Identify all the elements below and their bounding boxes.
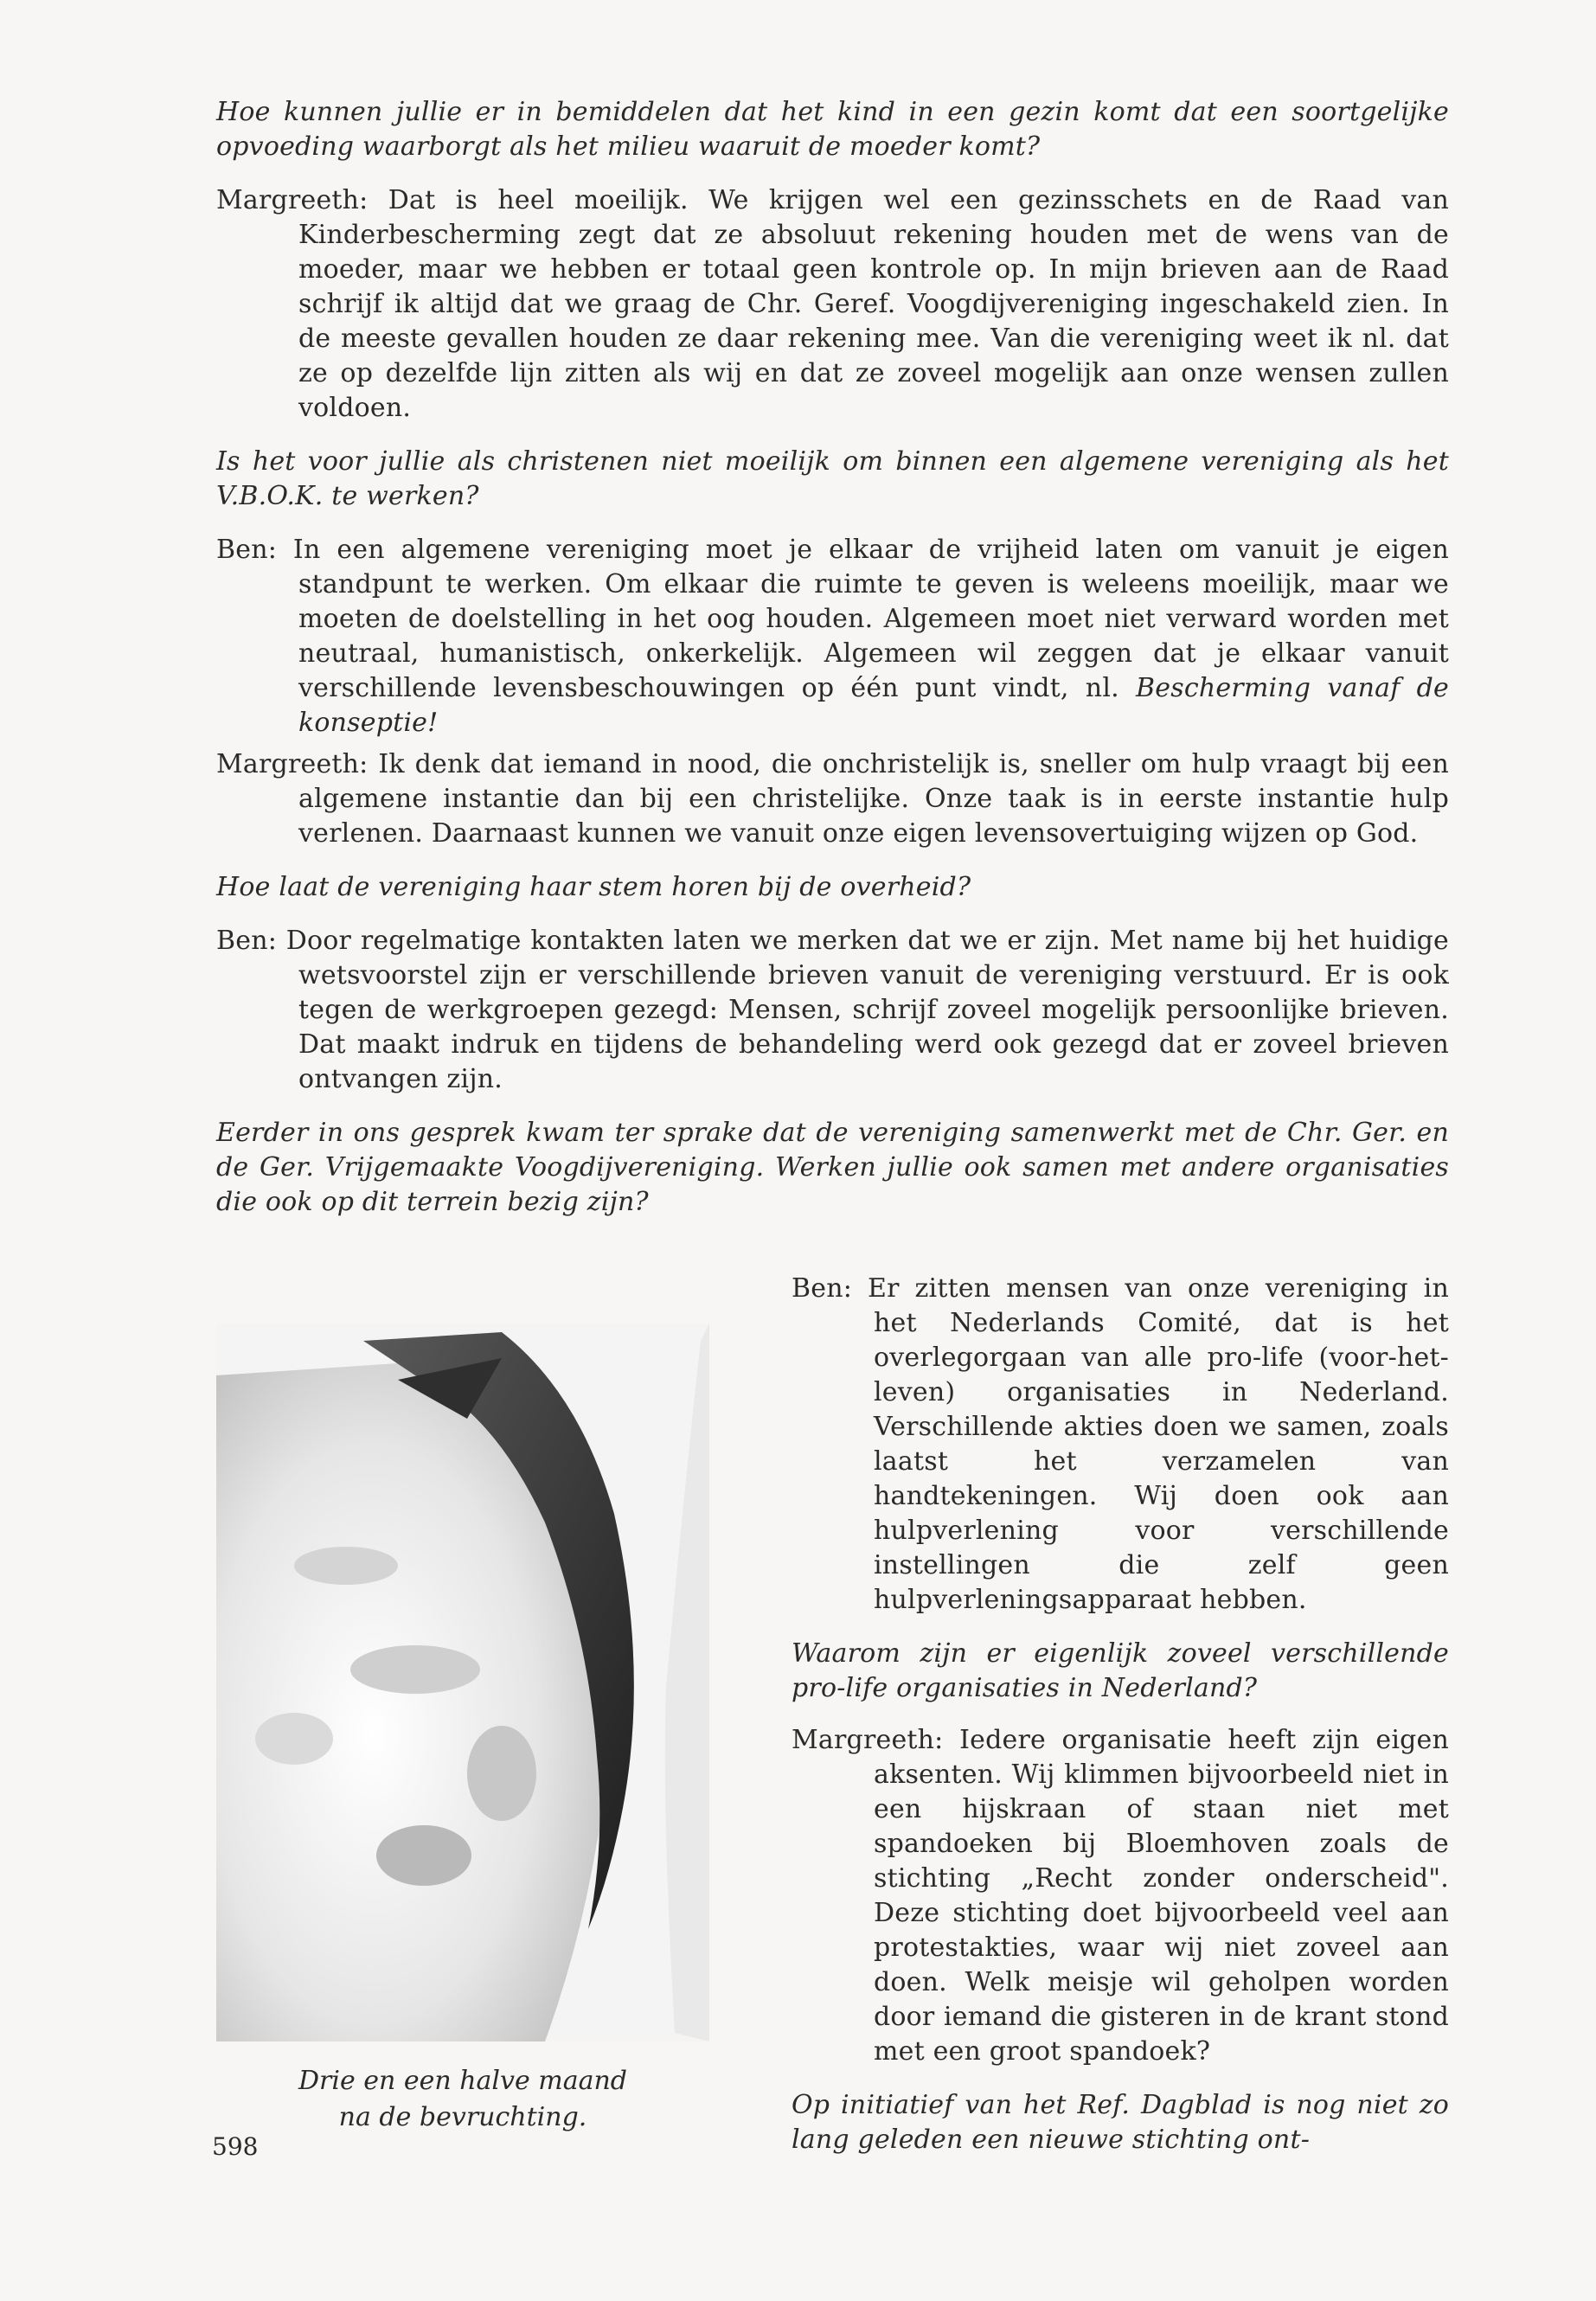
question-3: Hoe laat de vereniging haar stem horen bij de overheid? — [216, 872, 971, 902]
caption-line-1: Drie en een halve maand — [298, 2066, 628, 2096]
answer-2 — [216, 533, 1449, 740]
question-2: Is het voor jullie als christenen niet moeilijk om binnen een algemene vereniging als het V.B.O.K. te werken? — [216, 446, 1449, 511]
answer-3 — [216, 747, 1449, 851]
speaker: Margreeth: — [792, 1725, 944, 1755]
answer-text: Dat is heel moeilijk. We krijgen wel een gezinsschets en de Raad van Kinderbescherming zegt dat ze absoluut rekening houden met de wens van de moeder, maar we hebben er totaal geen kontrole op. In mijn brieven aan de Raad schrijf ik altijd dat we graag de Chr. Geref. Voogdijvereniging ingeschakeld zien. In de meeste gevallen houden ze daar rekening mee. Van die vereniging weet ik nl. dat ze op dezelfde lijn zitten als wij en dat ze zoveel mogelijk aan onze wensen zullen voldoen. — [298, 185, 1449, 423]
answer-text: Er zitten mensen van onze vereniging in het Nederlands Comité, dat is het overlegorgaan van alle pro-life (voor-het-leven) organisaties in Nederland. Verschillende akties doen we samen, zoals laatst het verzamelen van handtekeningen. Wij doen ook aan hulpverlening voor verschillende instellingen die zelf geen hulpverleningsapparaat hebben. — [867, 1273, 1449, 1615]
answer-6 — [792, 1723, 1449, 2069]
answer-4 — [216, 924, 1449, 1097]
speaker: Ben: — [216, 926, 278, 956]
answer-text: Ik denk dat iemand in nood, die onchristelijk is, sneller om hulp vraagt bij een algemene instantie dan bij een christelijke. Onze taak is in eerste instantie hulp verlenen. Daarnaast kunnen we vanuit onze eigen levensovertuiging wijzen op God. — [298, 749, 1449, 849]
fetus-photo — [216, 1324, 709, 2041]
main-column — [216, 95, 1449, 1220]
speaker: Ben: — [792, 1273, 853, 1304]
question-1: Hoe kunnen jullie er in bemiddelen dat het kind in een gezin komt dat een soortgelijke opvoeding waarborgt als het milieu waaruit de moeder komt? — [216, 97, 1449, 162]
answer-text: Iedere organisatie heeft zijn eigen aksenten. Wij klimmen bijvoorbeeld niet in een hijskraan of staan niet met spandoeken bij Bloemhoven zoals de stichting „Recht zonder onderscheid". Deze stichting doet bijvoorbeeld veel aan protestakties, waar wij niet zoveel aan doen. Welk meisje wil geholpen worden door iemand die gisteren in de krant stond met een groot spandoek? — [874, 1725, 1449, 2067]
photo-caption — [216, 2063, 709, 2136]
answer-5 — [792, 1272, 1449, 1618]
question-4: Eerder in ons gesprek kwam ter sprake dat de vereniging samenwerkt met de Chr. Ger. en de Ger. Vrijgemaakte Voogdijvereniging. Werken jullie ook samen met andere organisaties die ook op dit terrein bezig zijn? — [216, 1118, 1449, 1217]
answer-1 — [216, 183, 1449, 426]
answer-emphasis: Bescherming vanaf de konseptie! — [298, 673, 1450, 738]
answer-text: In een algemene vereniging moet je elkaar de vrijheid laten om vanuit je eigen standpunt te werken. Om elkaar die ruimte te geven is weleens moeilijk, maar we moeten de doelstelling in het oog houden. Algemeen moet niet verward worden met neutraal, humanistisch, onkerkelijk. Algemeen wil zeggen dat je elkaar vanuit verschillende levensbeschouwingen op één punt vindt, nl. — [292, 535, 1449, 703]
page-number: 598 — [212, 2132, 259, 2161]
answer-text: Door regelmatige kontakten laten we merken dat we er zijn. Met name bij het huidige wetsvoorstel zijn er verschillende brieven vanuit de vereniging verstuurd. Er is ook tegen de werkgroepen gezegd: Mensen, schrijf zoveel mogelijk persoonlijke brieven. Dat maakt indruk en tijdens de behandeling werd ook gezegd dat er zoveel brieven ontvangen zijn. — [285, 926, 1449, 1094]
speaker: Margreeth: — [216, 185, 369, 215]
right-column — [792, 1272, 1449, 2157]
caption-line-2: na de bevruchting. — [338, 2102, 587, 2132]
speaker: Ben: — [216, 535, 278, 565]
question-6: Op initiatief van het Ref. Dagblad is nog niet zo lang geleden een nieuwe stichting ont- — [792, 2090, 1449, 2155]
speaker: Margreeth: — [216, 749, 369, 779]
question-5: Waarom zijn er eigenlijk zoveel verschillende pro-life organisaties in Nederland? — [792, 1638, 1449, 1703]
